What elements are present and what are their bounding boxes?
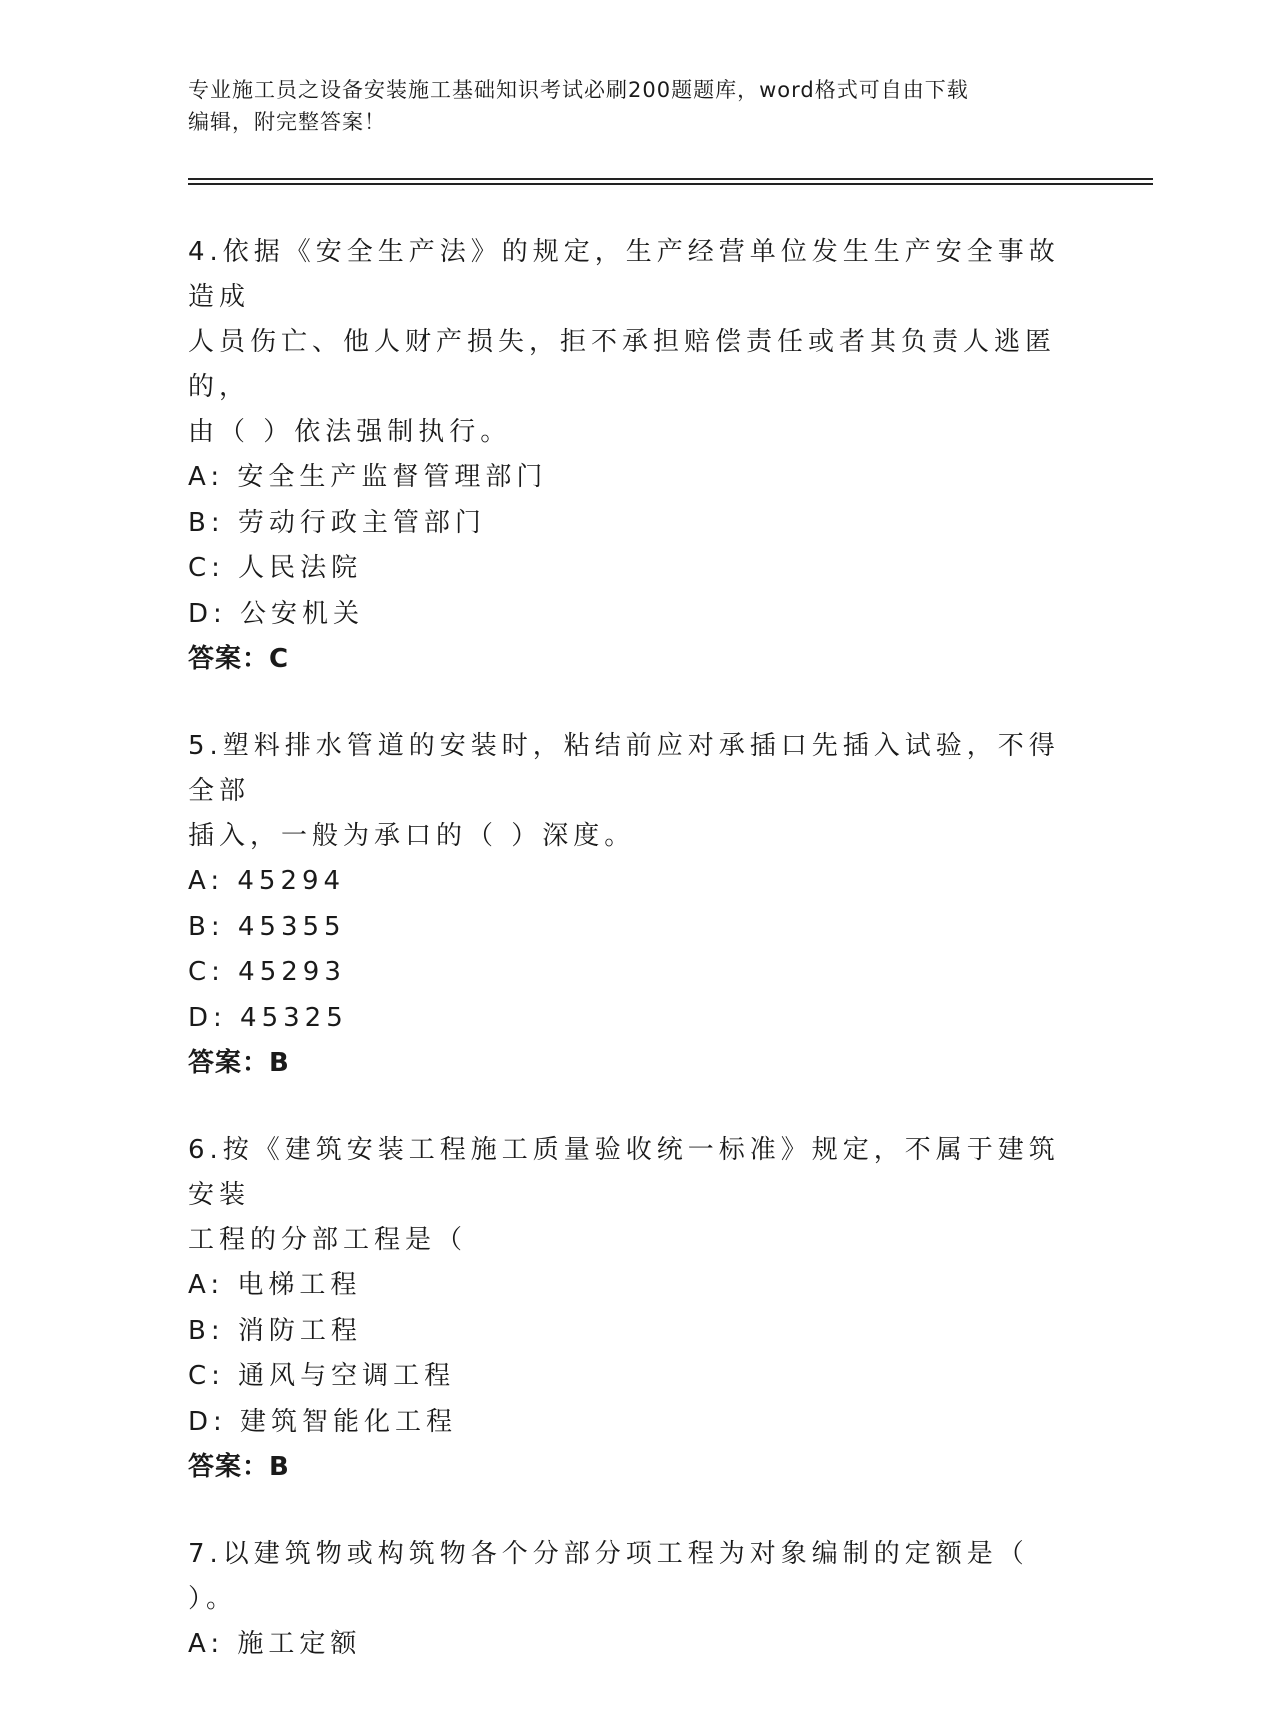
option-d: D: 公安机关 bbox=[188, 598, 365, 629]
answer: 答案：B bbox=[188, 1452, 290, 1482]
question-line: 由（ ）依法强制执行。 bbox=[188, 417, 512, 447]
question-6 bbox=[188, 1128, 1088, 1490]
answer: 答案：C bbox=[188, 644, 290, 674]
question-list bbox=[188, 230, 1088, 1710]
option-a: A: 45294 bbox=[188, 866, 346, 896]
question-text bbox=[188, 724, 1088, 859]
option-b: B: 消防工程 bbox=[188, 1315, 362, 1346]
option-b: B: 劳动行政主管部门 bbox=[188, 507, 486, 538]
option-c: C: 45293 bbox=[188, 957, 346, 987]
header-line-2: 编辑，附完整答案！ bbox=[188, 110, 386, 134]
option-b: B: 45355 bbox=[188, 911, 346, 942]
question-4 bbox=[188, 230, 1088, 682]
question-text bbox=[188, 230, 1088, 455]
question-line: 6.按《建筑安装工程施工质量验收统一标准》规定，不属于建筑安装 bbox=[188, 1135, 1060, 1210]
question-line: 人员伤亡、他人财产损失，拒不承担赔偿责任或者其负责人逃匿的， bbox=[188, 327, 1057, 402]
option-d: D: 45325 bbox=[188, 1002, 348, 1033]
question-line: 工程的分部工程是（ bbox=[188, 1225, 468, 1255]
header-line-1: 专业施工员之设备安装施工基础知识考试必刷200题题库，word格式可自由下载 bbox=[188, 78, 969, 102]
header-divider-bottom bbox=[188, 183, 1153, 185]
question-text bbox=[188, 1128, 1088, 1263]
question-line: 7.以建筑物或构筑物各个分部分项工程为对象编制的定额是（ ）。 bbox=[188, 1539, 1029, 1614]
option-c: C: 人民法院 bbox=[188, 553, 363, 583]
option-a: A: 安全生产监督管理部门 bbox=[188, 462, 548, 492]
document-header bbox=[188, 74, 1088, 138]
question-line: 插入，一般为承口的（ ）深度。 bbox=[188, 821, 636, 851]
question-text bbox=[188, 1532, 1088, 1622]
question-line: 5.塑料排水管道的安装时，粘结前应对承插口先插入试验，不得全部 bbox=[188, 731, 1060, 806]
option-d: D: 建筑智能化工程 bbox=[188, 1406, 458, 1437]
question-line: 4.依据《安全生产法》的规定，生产经营单位发生生产安全事故造成 bbox=[188, 237, 1060, 312]
question-7 bbox=[188, 1532, 1088, 1668]
option-a: A: 施工定额 bbox=[188, 1629, 362, 1659]
option-a: A: 电梯工程 bbox=[188, 1270, 362, 1300]
option-c: C: 通风与空调工程 bbox=[188, 1361, 456, 1391]
answer: 答案：B bbox=[188, 1048, 290, 1078]
question-5 bbox=[188, 724, 1088, 1086]
header-divider-top bbox=[188, 178, 1153, 180]
